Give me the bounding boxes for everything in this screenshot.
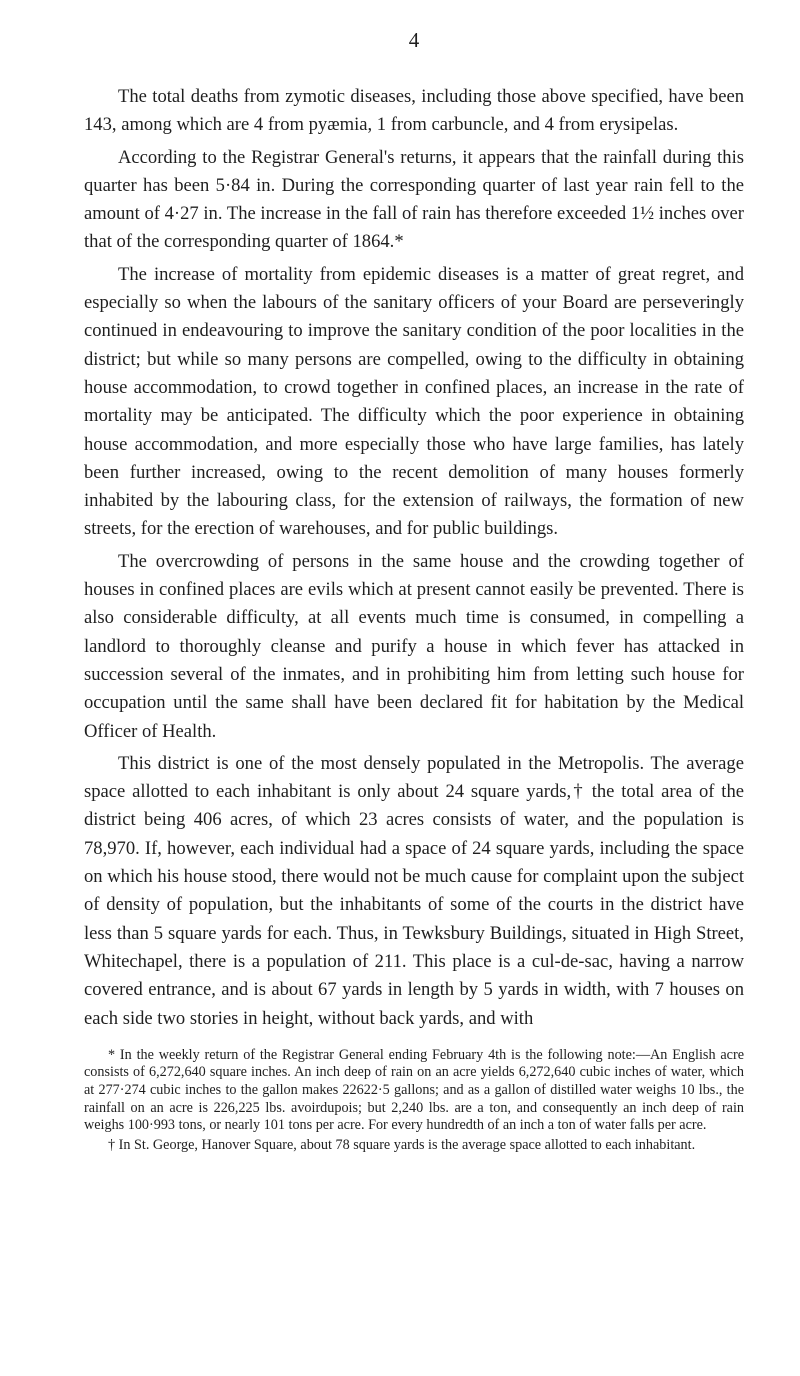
document-page xyxy=(84,28,744,1156)
page-number: 4 xyxy=(408,28,420,52)
paragraph-population-density: This district is one of the most densely populated in the Metropolis. The average space allotted to each inhabitant is only about 24 square yards,† the total area of the district being 406 acres, of which 23 acres consists of water, and the population is 78,970. If, however, each individual had a space of 24 square yards, including the space on which his house stood, there would not be much cause for complaint upon the subject of density of population, but the inhabitants of some of the courts in the district have less than 5 square yards for each. Thus, in Tewksbury Buildings, situated in High Street, Whitechapel, there is a population of 211. This place is a cul-de-sac, having a narrow covered entrance, and is about 67 yards in length by 5 yards in width, with 7 houses on each side two stories in height, without back yards, and with xyxy=(84,752,744,1029)
footnote-rainfall: * In the weekly return of the Registrar General ending February 4th is the following note:—An English acre consists of 6,272,640 square inches. An inch deep of rain on an acre yields 6,272,640 cubic inches of water, which at 277·274 cubic inches to the gallon makes 22622·5 gallons; and as a gallon of distilled water weighs 10 lbs., the rainfall on an acre is 226,225 lbs. avoirdupois; but 2,240 lbs. are a ton, and consequently an inch deep of rain weighs 100·993 tons, or nearly 101 tons per acre. For every hundredth of an inch a ton of water falls per acre. xyxy=(84,1046,744,1134)
footnotes xyxy=(84,1047,744,1155)
paragraph-mortality-increase: The increase of mortality from epidemic diseases is a matter of great regret, and especially so when the labours of the sanitary officers of your Board are perseveringly continued in endeavouring to improve the sanitary condition of the poor localities in the district; but while so many persons are compelled, owing to the difficulty in obtaining house accommodation, to crowd together in confined places, an increase in the rate of mortality may be anticipated. The difficulty which the poor experience in obtaining house accommodation, and more especially those who have large families, has lately been further increased, owing to the recent demolition of many houses formerly inhabited by the labouring class, for the extension of railways, the formation of new streets, for the erection of warehouses, and for public buildings. xyxy=(84,263,744,540)
paragraph-zymotic-deaths: The total deaths from zymotic diseases, including those above specified, have been 143, among which are 4 from pyæmia, 1 from carbuncle, and 4 from erysipelas. xyxy=(84,86,744,136)
paragraph-rainfall: According to the Registrar General's returns, it appears that the rainfall during this quarter has been 5·84 in. During the corresponding quarter of last year rain fell to the amount of 4·27 in. The increase in the fall of rain has therefore exceeded 1½ inches over that of the corresponding quarter of 1864.* xyxy=(84,146,744,253)
body-text xyxy=(84,83,744,1033)
paragraph-overcrowding: The overcrowding of persons in the same house and the crowding together of houses in confined places are evils which at present cannot easily be prevented. There is also considerable difficulty, at all events much time is consumed, in compelling a landlord to thoroughly cleanse and purify a house in which fever has attacked in succession several of the inmates, and in prohibiting him from letting such house for occupation until the same shall have been declared fit for habitation by the Medical Officer of Health. xyxy=(84,550,744,742)
footnote-st-george: † In St. George, Hanover Square, about 78 square yards is the average space allotted to each inhabitant. xyxy=(108,1136,696,1153)
